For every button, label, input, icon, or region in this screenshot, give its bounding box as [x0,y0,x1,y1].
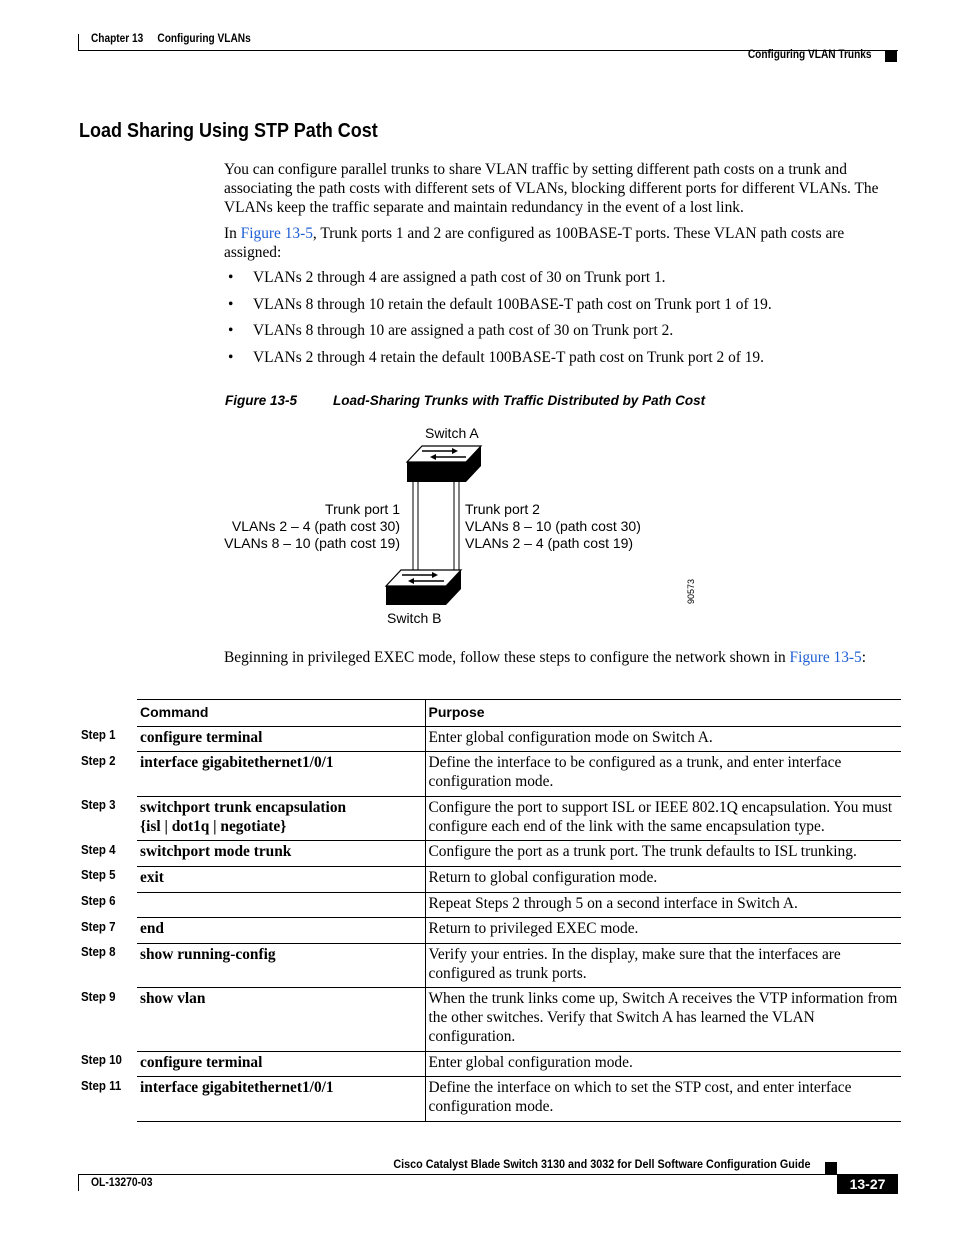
list-item-text: VLANs 8 through 10 are assigned a path cost of 30 on Trunk port 2. [253,322,674,339]
list-item-text: VLANs 8 through 10 retain the default 100BASE-T path cost on Trunk port 1 of 19. [253,295,772,313]
purpose-cell: Return to privileged EXEC mode. [425,918,901,944]
step-label: Step 6 [81,894,116,908]
purpose-cell: Enter global configuration mode on Switch A. [425,726,901,752]
table-row [137,1077,901,1121]
purpose-cell: When the trunk links come up, Switch A receives the VTP information from the other switches. Verify that Switch A has learned the VLAN configuration. [425,988,901,1051]
trunk-port-1-label: Trunk port 1 [325,501,400,517]
purpose-cell: Define the interface to be configured as a trunk, and enter interface configuration mode. [425,752,901,796]
trunk-port-2-label: Trunk port 2 [465,501,540,517]
command-cell [137,796,425,840]
step-label: Step 2 [81,754,116,768]
header-marker-box [885,50,897,62]
purpose-cell: Configure the port to support ISL or IEEE 802.1Q encapsulation. You must configure each end of the link with the same encapsulation type. [425,796,901,840]
table-row [137,1051,901,1077]
footer-rule [78,1174,898,1175]
intro-suffix: : [861,649,867,666]
command-cell: configure terminal [137,726,425,752]
table-row [137,841,901,867]
switch-b-label: Switch B [387,610,442,626]
step-label: Step 10 [81,1053,122,1067]
switch-a-icon [407,446,481,482]
command-cell: show vlan [137,988,425,1051]
para2-suffix: , Trunk ports 1 and 2 are configured as 100BASE-T ports. These VLAN path costs are assigned: [224,225,845,261]
figure-link[interactable]: Figure 13-5 [789,649,862,666]
purpose-cell: Repeat Steps 2 through 5 on a second interface in Switch A. [425,892,901,918]
section-heading: Load Sharing Using STP Path Cost [79,120,378,142]
figure-caption [225,393,705,408]
command-cell: exit [137,866,425,892]
figure-link[interactable]: Figure 13-5 [240,225,313,242]
step-label: Step 1 [81,728,116,742]
table-row [137,866,901,892]
column-header-command: Command [137,700,425,727]
paragraph-intro: You can configure parallel trunks to share VLAN traffic by setting different path costs on a trunk and associating the path costs with different sets of VLANs, blocking different ports for different VLANs. The VLANs keep the traffic separate and maintain redundancy in the event of a lost link. [224,161,879,216]
trunk-port-1-vlan-label: VLANs 8 – 10 (path cost 19) [224,535,400,551]
purpose-cell: Verify your entries. In the display, make sure that the interfaces are configured as trunk ports. [425,944,901,988]
command-cell: configure terminal [137,1051,425,1077]
command-cell: interface gigabitethernet1/0/1 [137,752,425,796]
table-row [137,892,901,918]
command-table [137,699,901,1122]
command-cell: interface gigabitethernet1/0/1 [137,1077,425,1121]
step-label: Step 11 [81,1079,122,1093]
art-id: 90573 [686,578,696,604]
footer-doc-number: OL-13270-03 [91,1177,153,1189]
command-cell: end [137,918,425,944]
switch-a-label: Switch A [425,425,479,441]
trunk-links [413,482,459,570]
intro-prefix: Beginning in privileged EXEC mode, follow these steps to configure the network shown in [224,649,790,666]
steps-intro [224,649,866,667]
purpose-cell: Define the interface on which to set the STP cost, and enter interface configuration mode. [425,1077,901,1121]
footer-rule-vertical [78,1174,79,1191]
list-item: • VLANs 2 through 4 retain the default 100BASE-T path cost on Trunk port 2 of 19. [228,348,764,366]
paragraph-figure-ref [224,224,899,262]
table-row [137,988,901,1051]
figure-title: Load-Sharing Trunks with Traffic Distributed by Path Cost [333,393,706,408]
table-row [137,944,901,988]
para2-prefix: In [224,225,241,242]
column-header-purpose: Purpose [425,700,901,727]
path-cost-list [224,268,894,374]
table-row [137,918,901,944]
step-label: Step 4 [81,843,116,857]
purpose-cell: Configure the port as a trunk port. The trunk defaults to ISL trunking. [425,841,901,867]
step-label: Step 5 [81,868,116,882]
list-item: • VLANs 2 through 4 are assigned a path cost of 30 on Trunk port 1. [228,269,666,286]
running-header-section: Configuring VLAN Trunks [748,49,872,61]
figure-number: Figure 13-5 [225,393,298,408]
running-header-chapter [91,33,251,45]
trunk-port-2-vlan-label: VLANs 2 – 4 (path cost 19) [465,535,634,551]
footer-marker-box [825,1162,837,1174]
command-options: {isl | dot1q | negotiate} [140,817,287,835]
trunk-diagram [0,420,954,635]
list-item-text: VLANs 2 through 4 are assigned a path cost of 30 on Trunk port 1. [253,269,666,286]
page-number: 13-27 [837,1174,898,1194]
table-row [137,726,901,752]
table-header-row [137,700,901,727]
command-cell: show running-config [137,944,425,988]
step-label: Step 3 [81,798,116,812]
switch-b-icon [386,570,461,605]
list-item: • VLANs 8 through 10 retain the default 100BASE-T path cost on Trunk port 1 of 19. [228,295,772,313]
step-label: Step 9 [81,990,116,1004]
list-item: • VLANs 8 through 10 are assigned a path cost of 30 on Trunk port 2. [228,322,674,339]
chapter-title: Configuring VLANs [157,33,251,45]
command-cell: switchport mode trunk [137,841,425,867]
command-line: switchport trunk encapsulation [140,798,347,816]
step-label: Step 8 [81,945,116,959]
table-row [137,752,901,796]
step-label: Step 7 [81,920,116,934]
chapter-number: Chapter 13 [91,33,144,45]
command-cell [137,892,425,918]
purpose-cell: Enter global configuration mode. [425,1051,901,1077]
header-rule-vertical [78,34,79,51]
purpose-cell: Return to global configuration mode. [425,866,901,892]
footer-guide-title: Cisco Catalyst Blade Switch 3130 and 3032 for Dell Software Configuration Guide [392,1157,810,1171]
table-row [137,796,901,840]
trunk-port-1-vlan-label: VLANs 2 – 4 (path cost 30) [231,518,400,534]
list-item-text: VLANs 2 through 4 retain the default 100BASE-T path cost on Trunk port 2 of 19. [253,348,764,366]
trunk-port-2-vlan-label: VLANs 8 – 10 (path cost 30) [465,518,641,534]
